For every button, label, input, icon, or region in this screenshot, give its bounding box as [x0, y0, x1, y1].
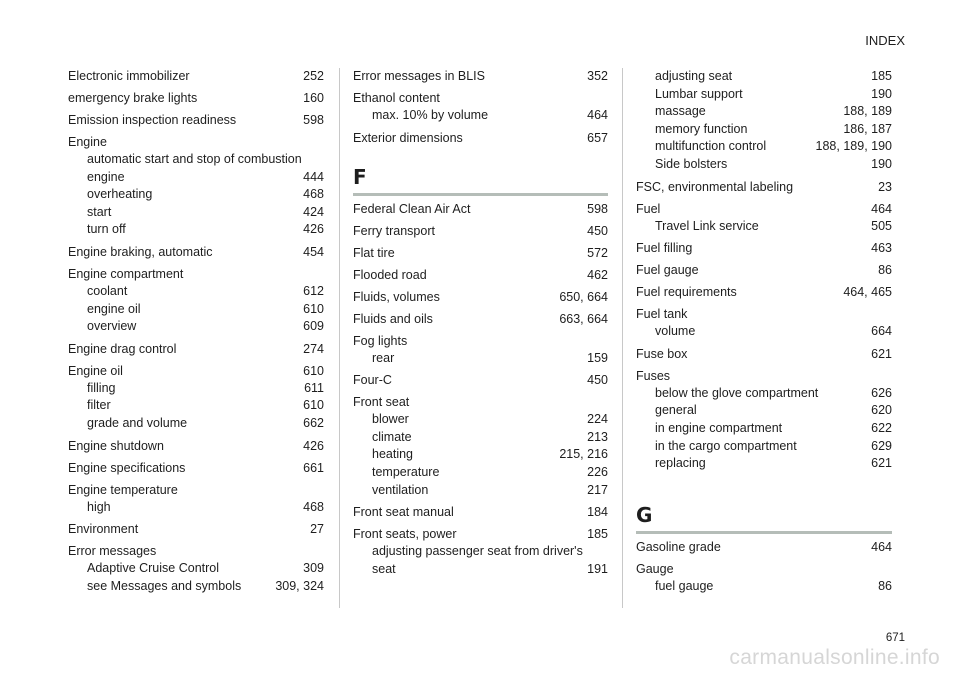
entry-page-ref: 464, 465 — [843, 285, 892, 300]
index-subentry — [353, 350, 608, 368]
index-subentry — [636, 438, 892, 456]
section-letter-f: F — [353, 165, 608, 196]
entry-label: Engine — [68, 135, 107, 149]
entry-label: multifunction control — [655, 139, 767, 154]
entry-page-ref: 352 — [587, 69, 608, 83]
entry-label: below the glove compartment — [655, 385, 819, 400]
index-entry — [353, 201, 608, 218]
index-entry — [636, 257, 892, 279]
entry-label: engine oil — [87, 301, 141, 316]
index-entry — [353, 85, 608, 107]
entry-list — [353, 201, 608, 579]
index-subentry — [68, 204, 324, 222]
entry-label: Error messages — [68, 544, 157, 559]
index-subentry — [636, 103, 892, 121]
index-subentry — [636, 156, 892, 174]
index-subentry — [636, 86, 892, 104]
index-subentry — [636, 68, 892, 86]
index-subentry — [68, 318, 324, 336]
index-subentry — [68, 301, 324, 319]
index-subentry — [68, 186, 324, 204]
index-entry — [353, 521, 608, 543]
entry-page-ref: 426 — [303, 222, 324, 237]
index-subentry — [636, 402, 892, 420]
index-entry — [636, 279, 892, 301]
entry-label: Side bolsters — [655, 156, 728, 171]
entry-label: Fuel filling — [636, 241, 693, 256]
entry-label: climate — [372, 429, 412, 444]
entry-label: rear — [372, 350, 395, 365]
entry-label: ventilation — [372, 482, 429, 497]
entry-page-ref: 598 — [587, 201, 608, 216]
entry-page-ref: 629 — [871, 438, 892, 453]
index-entry — [68, 239, 324, 261]
section-letter-g: G — [636, 503, 892, 534]
entry-page-ref: 190 — [871, 156, 892, 171]
index-entry — [353, 125, 608, 147]
entry-label: Fuel tank — [636, 307, 688, 322]
index-subentry — [68, 169, 324, 187]
index-subentry — [353, 543, 608, 561]
index-subentry — [353, 446, 608, 464]
entry-label: Engine specifications — [68, 460, 186, 475]
entry-label: Four-C — [353, 373, 392, 388]
entry-page-ref: 274 — [303, 341, 324, 356]
entry-label: Engine drag control — [68, 341, 177, 356]
index-subentry — [68, 560, 324, 578]
index-entry — [636, 363, 892, 385]
entry-page-ref: 226 — [587, 464, 608, 479]
index-entry — [353, 284, 608, 306]
entry-label: in the cargo compartment — [655, 438, 797, 453]
entry-label: Gasoline grade — [636, 539, 721, 554]
entry-page-ref: 424 — [303, 204, 324, 219]
entry-page-ref: 663, 664 — [559, 311, 608, 326]
index-subentry — [636, 138, 892, 156]
index-subentry — [68, 499, 324, 517]
entry-label: Adaptive Cruise Control — [87, 561, 220, 576]
entry-label: volume — [655, 324, 696, 339]
index-subentry — [353, 411, 608, 429]
index-column-1 — [68, 68, 324, 595]
index-subentry — [68, 578, 324, 596]
entry-label: fuel gauge — [655, 578, 714, 593]
entry-page-ref: 664 — [871, 324, 892, 339]
entry-label: Gauge — [636, 561, 674, 576]
index-entry — [636, 235, 892, 257]
entry-label: Engine braking, automatic — [68, 244, 213, 259]
entry-label: Fuel — [636, 201, 661, 216]
entry-page-ref: 464 — [871, 201, 892, 216]
entry-label: blower — [372, 412, 409, 427]
entry-page-ref: 463 — [871, 241, 892, 256]
entry-label: Engine shutdown — [68, 438, 164, 453]
page-number: 671 — [885, 632, 905, 644]
entry-page-ref: 184 — [587, 505, 608, 520]
entry-label: Flat tire — [353, 245, 395, 260]
column-divider — [622, 68, 623, 608]
entry-page-ref: 621 — [871, 456, 892, 471]
index-entry — [636, 196, 892, 218]
entry-page-ref: 505 — [871, 218, 892, 233]
index-subentry — [353, 429, 608, 447]
entry-label: start — [87, 204, 112, 219]
index-subentry — [68, 380, 324, 398]
entry-label: Fog lights — [353, 333, 408, 348]
entry-page-ref: 444 — [303, 169, 324, 184]
page-header-title: INDEX — [865, 33, 905, 48]
entry-label: massage — [655, 104, 706, 119]
entry-page-ref: 188, 189 — [843, 104, 892, 119]
entry-page-ref: 23 — [878, 179, 892, 194]
entry-page-ref: 468 — [303, 187, 324, 202]
entry-page-ref: 185 — [871, 69, 892, 83]
entry-page-ref: 620 — [871, 403, 892, 418]
entry-label: Lumbar support — [655, 86, 743, 101]
index-entry — [68, 538, 324, 560]
entry-page-ref: 159 — [587, 350, 608, 365]
index-subentry — [68, 415, 324, 433]
entry-label: Travel Link service — [655, 218, 759, 233]
index-subentry — [353, 561, 608, 579]
index-column-2 — [353, 68, 608, 578]
index-entry — [68, 261, 324, 283]
index-subentry — [636, 323, 892, 341]
index-entry — [68, 336, 324, 358]
index-entry — [68, 477, 324, 499]
entry-label: filling — [87, 380, 116, 395]
entry-label: turn off — [87, 222, 126, 237]
entry-label: temperature — [372, 464, 440, 479]
column-divider — [339, 68, 340, 608]
entry-page-ref: 213 — [587, 429, 608, 444]
entry-label: Exterior dimensions — [353, 130, 463, 145]
entry-label: grade and volume — [87, 415, 188, 430]
entry-page-ref: 598 — [303, 113, 324, 127]
index-entry — [353, 328, 608, 350]
entry-page-ref: 309 — [303, 561, 324, 576]
entry-page-ref: 657 — [587, 130, 608, 145]
entry-label: Fluids and oils — [353, 311, 433, 326]
entry-page-ref: 650, 664 — [559, 289, 608, 304]
entry-label: Ferry transport — [353, 223, 435, 238]
entry-page-ref: 426 — [303, 438, 324, 453]
index-entry — [68, 358, 324, 380]
index-entry — [68, 107, 324, 129]
index-entry — [353, 262, 608, 284]
entry-label: Fuses — [636, 368, 671, 383]
index-entry — [636, 341, 892, 363]
entry-page-ref: 572 — [587, 245, 608, 260]
index-subentry — [636, 578, 892, 596]
entry-page-ref: 610 — [303, 363, 324, 378]
entry-label: overview — [87, 319, 137, 334]
entry-page-ref: 609 — [303, 319, 324, 334]
entry-page-ref: 622 — [871, 420, 892, 435]
entry-page-ref: 454 — [303, 244, 324, 259]
index-subentry — [636, 218, 892, 236]
entry-label: Front seat — [353, 395, 410, 410]
entry-page-ref: 186, 187 — [843, 121, 892, 136]
index-subentry — [636, 455, 892, 473]
entry-list — [68, 68, 324, 595]
entry-page-ref: 215, 216 — [559, 447, 608, 462]
index-subentry — [353, 107, 608, 125]
entry-label: Front seats, power — [353, 527, 457, 542]
index-subentry — [68, 221, 324, 239]
entry-label: Engine oil — [68, 363, 123, 378]
entry-label: Fluids, volumes — [353, 289, 440, 304]
index-subentry — [636, 420, 892, 438]
entry-page-ref: 464 — [871, 539, 892, 554]
index-entry — [636, 301, 892, 323]
entry-label: Federal Clean Air Act — [353, 201, 471, 216]
index-subentry — [353, 482, 608, 500]
entry-page-ref: 450 — [587, 223, 608, 238]
entry-page-ref: 86 — [878, 263, 892, 278]
entry-label: Environment — [68, 522, 139, 537]
entry-page-ref: 610 — [303, 398, 324, 413]
entry-label: high — [87, 499, 111, 514]
index-entry — [353, 68, 608, 85]
entry-label: Fuel requirements — [636, 285, 737, 300]
entry-label: overheating — [87, 187, 153, 202]
entry-label: Electronic immobilizer — [68, 69, 190, 83]
entry-page-ref: 224 — [587, 412, 608, 427]
entry-label: automatic start and stop of combustion — [87, 152, 302, 166]
index-entry — [68, 516, 324, 538]
index-subentry — [68, 397, 324, 415]
entry-label: replacing — [655, 456, 706, 471]
entry-page-ref: 468 — [303, 499, 324, 514]
entry-label: Error messages in BLIS — [353, 69, 485, 83]
entry-list — [636, 539, 892, 596]
watermark: carmanualsonline.info — [729, 646, 940, 669]
index-entry — [353, 389, 608, 411]
entry-label: heating — [372, 447, 414, 462]
entry-label: Engine temperature — [68, 482, 178, 497]
entry-page-ref: 190 — [871, 86, 892, 101]
index-entry — [68, 433, 324, 455]
entry-label: see Messages and symbols — [87, 578, 242, 593]
entry-page-ref: 612 — [303, 283, 324, 298]
entry-page-ref: 450 — [587, 373, 608, 388]
entry-label: Fuel gauge — [636, 263, 699, 278]
entry-label: Fuse box — [636, 346, 688, 361]
entry-label: adjusting seat — [655, 69, 733, 83]
entry-page-ref: 611 — [304, 380, 324, 395]
entry-page-ref: 86 — [878, 578, 892, 593]
index-subentry — [68, 283, 324, 301]
index-entry — [636, 174, 892, 196]
entry-page-ref: 464 — [587, 108, 608, 122]
entry-label: Ethanol content — [353, 91, 440, 105]
entry-label: Flooded road — [353, 267, 427, 282]
entry-label: coolant — [87, 283, 128, 298]
entry-list — [353, 68, 608, 147]
index-entry — [636, 556, 892, 578]
index-entry — [353, 499, 608, 521]
index-subentry — [636, 385, 892, 403]
entry-label: Front seat manual — [353, 505, 454, 520]
entry-label: engine — [87, 169, 125, 184]
entry-page-ref: 621 — [871, 346, 892, 361]
index-subentry — [636, 121, 892, 139]
entry-label: general — [655, 403, 697, 418]
entry-label: emergency brake lights — [68, 91, 198, 105]
index-column-3 — [636, 68, 892, 595]
entry-page-ref: 610 — [303, 301, 324, 316]
index-entry — [68, 129, 324, 151]
entry-page-ref: 160 — [303, 91, 324, 105]
entry-page-ref: 309, 324 — [275, 578, 324, 593]
entry-label: memory function — [655, 121, 748, 136]
entry-label: FSC, environmental labeling — [636, 179, 794, 194]
entry-page-ref: 185 — [587, 527, 608, 542]
entry-page-ref: 27 — [310, 522, 324, 537]
entry-label: in engine compartment — [655, 420, 783, 435]
entry-page-ref: 662 — [303, 415, 324, 430]
entry-label: adjusting passenger seat from driver's — [372, 544, 583, 559]
entry-page-ref: 191 — [587, 561, 608, 576]
entry-label: filter — [87, 398, 111, 413]
index-subentry — [68, 151, 324, 169]
entry-list — [636, 68, 892, 473]
entry-page-ref: 217 — [587, 482, 608, 497]
index-entry — [68, 68, 324, 85]
entry-label: max. 10% by volume — [372, 108, 489, 122]
entry-label: seat — [372, 561, 396, 576]
index-entry — [68, 85, 324, 107]
index-entry — [353, 240, 608, 262]
entry-page-ref: 462 — [587, 267, 608, 282]
index-entry — [636, 539, 892, 556]
index-entry — [353, 306, 608, 328]
entry-page-ref: 626 — [871, 385, 892, 400]
entry-page-ref: 252 — [303, 69, 324, 83]
entry-label: Engine compartment — [68, 266, 184, 281]
entry-page-ref: 188, 189, 190 — [815, 139, 892, 154]
index-entry — [353, 367, 608, 389]
index-entry — [353, 218, 608, 240]
entry-label: Emission inspection readiness — [68, 113, 237, 127]
entry-page-ref: 661 — [303, 460, 324, 475]
index-subentry — [353, 464, 608, 482]
index-entry — [68, 455, 324, 477]
